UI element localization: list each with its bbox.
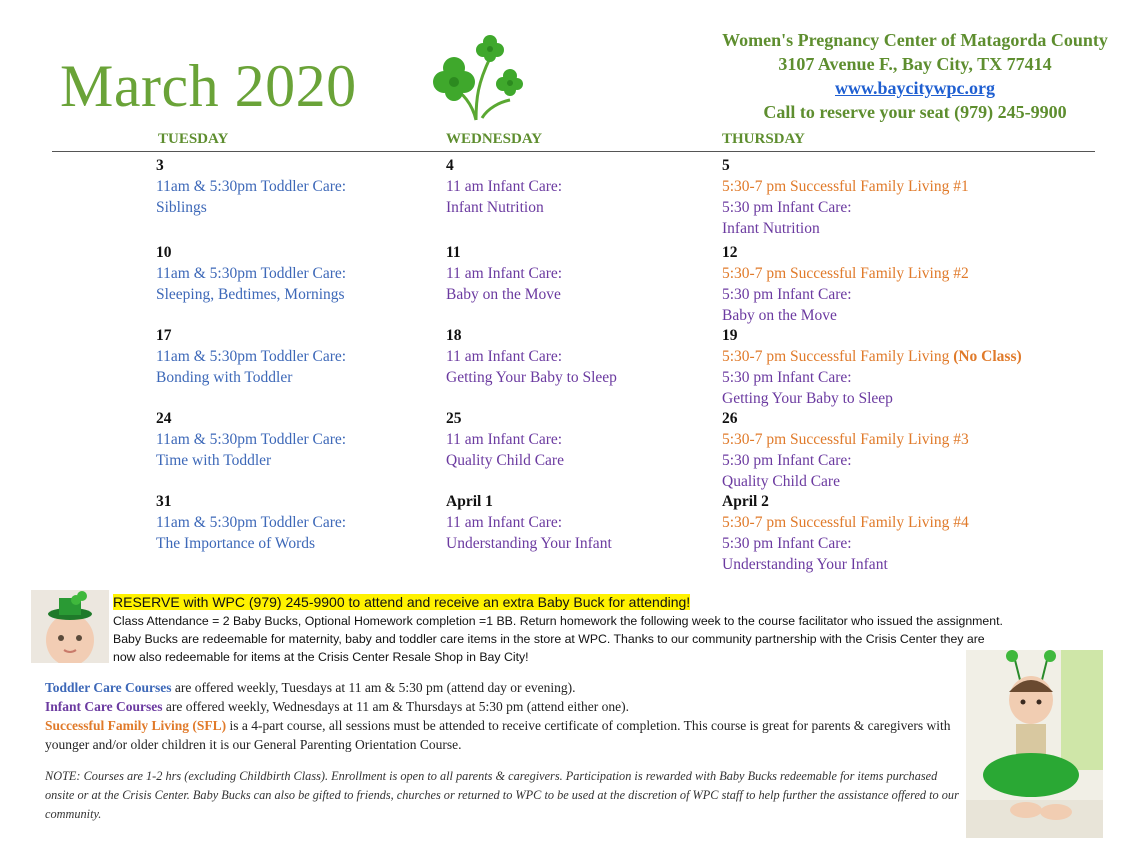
sfl-course-text: is a 4-part course, all sessions must be attended to receive certificate of completion. This course is great for parents & caregivers with younger and/or older children it is our General Parenting Orientation Course.: [45, 718, 951, 752]
session-topic: Getting Your Baby to Sleep: [446, 369, 617, 386]
infant-course-text: are offered weekly, Wednesdays at 11 am & Thursdays at 5:30 pm (attend either one).: [162, 699, 630, 714]
infant-course-name: Infant Care Courses: [45, 699, 163, 714]
notice-line: Class Attendance = 2 Baby Bucks, Optional Homework completion =1 BB. Return homework the following week to the course facilitator who issued the assignment.: [113, 614, 1003, 628]
day-header-wednesday: WEDNESDAY: [446, 131, 543, 147]
day-number: 5: [722, 157, 730, 174]
session-time: 5:30 pm Infant Care:: [722, 369, 852, 386]
session-topic: Understanding Your Infant: [722, 556, 888, 573]
day-number: 18: [446, 327, 462, 344]
session-topic: Getting Your Baby to Sleep: [722, 390, 893, 407]
day-number: 24: [156, 410, 172, 427]
session-topic: The Importance of Words: [156, 535, 316, 552]
calendar-cell-wed: [446, 491, 612, 554]
day-number: 31: [156, 493, 172, 510]
session-time: 11am & 5:30pm Toddler Care:: [156, 514, 347, 531]
calendar-cell-tue: [156, 155, 346, 218]
toddler-course-line: [45, 678, 965, 697]
session-time: 11 am Infant Care:: [446, 265, 563, 282]
sfl-course-name: Successful Family Living (SFL): [45, 718, 227, 733]
session-time: 11am & 5:30pm Toddler Care:: [156, 265, 347, 282]
session-topic: Infant Nutrition: [722, 220, 820, 237]
calendar-cell-wed: [446, 242, 562, 305]
org-address: 3107 Avenue F., Bay City, TX 77414: [778, 54, 1052, 74]
day-number: 26: [722, 410, 738, 427]
day-number: April 2: [722, 493, 769, 510]
reserve-notice: [113, 593, 1073, 666]
session-time: 11 am Infant Care:: [446, 514, 563, 531]
calendar-cell-tue: [156, 242, 346, 305]
session-time: 11 am Infant Care:: [446, 178, 563, 195]
shamrock-clover-icon: [432, 28, 524, 124]
day-number: 19: [722, 327, 738, 344]
session-topic: Baby on the Move: [722, 307, 837, 324]
notice-line: now also redeemable for items at the Crisis Center Resale Shop in Bay City!: [113, 650, 529, 664]
session-topic: Sleeping, Bedtimes, Mornings: [156, 286, 345, 303]
sfl-session: [722, 263, 969, 284]
day-number: 12: [722, 244, 738, 261]
session-time: 11am & 5:30pm Toddler Care:: [156, 348, 347, 365]
session-topic: Baby on the Move: [446, 286, 561, 303]
session-time: 5:30 pm Infant Care:: [722, 535, 852, 552]
session-time: 5:30 pm Infant Care:: [722, 452, 852, 469]
sfl-session: [722, 176, 969, 197]
session-time: 5:30 pm Infant Care:: [722, 199, 852, 216]
toddler-course-text: are offered weekly, Tuesdays at 11 am & 5:30 pm (attend day or evening).: [171, 680, 576, 695]
org-phone: Call to reserve your seat (979) 245-9900: [763, 102, 1067, 122]
calendar-cell-thu: [722, 242, 969, 326]
org-website-link[interactable]: www.baycitywpc.org: [835, 78, 995, 98]
sfl-session-text: 5:30-7 pm Successful Family Living #2: [722, 265, 969, 282]
session-topic: Time with Toddler: [156, 452, 272, 469]
calendar-cell-tue: [156, 408, 346, 471]
calendar-cell-wed: [446, 408, 564, 471]
session-topic: Quality Child Care: [446, 452, 564, 469]
page-title: March 2020: [60, 53, 357, 119]
sfl-session-text: 5:30-7 pm Successful Family Living #4: [722, 514, 969, 531]
day-header-thursday: THURSDAY: [722, 131, 805, 147]
calendar-cell-wed: [446, 155, 562, 218]
session-topic: Bonding with Toddler: [156, 369, 293, 386]
day-number: 3: [156, 157, 164, 174]
header-divider: [52, 151, 1095, 152]
session-time: 11 am Infant Care:: [446, 431, 563, 448]
calendar-cell-thu: [722, 408, 969, 492]
baby-shamrock-hat-photo: [31, 590, 109, 663]
session-topic: Siblings: [156, 199, 207, 216]
sfl-session-text: 5:30-7 pm Successful Family Living #3: [722, 431, 969, 448]
infant-course-line: [45, 697, 965, 716]
calendar-cell-tue: [156, 491, 346, 554]
sfl-course-line: [45, 716, 965, 754]
session-topic: Infant Nutrition: [446, 199, 544, 216]
footer-note: NOTE: Courses are 1-2 hrs (excluding Childbirth Class). Enrollment is open to all parents & caregivers. Participation is rewarded with Baby Bucks redeemable for items purchased onsite or at the Crisis Center. Baby Bucks can also be gifted to friends, churches or returned to WPC to be used at the discretion of WPC staff to help further the assistance offered to our community.: [45, 769, 959, 821]
no-class-label: (No Class): [953, 348, 1022, 365]
org-name: Women's Pregnancy Center of Matagorda County: [722, 30, 1108, 50]
reserve-highlight: RESERVE with WPC (979) 245-9900 to attend and receive an extra Baby Buck for attending!: [113, 594, 691, 610]
calendar-cell-thu: [722, 155, 969, 239]
day-number: April 1: [446, 493, 493, 510]
day-number: 10: [156, 244, 172, 261]
session-time: 5:30 pm Infant Care:: [722, 286, 852, 303]
notice-line: Baby Bucks are redeemable for maternity, baby and toddler care items in the store at WPC. Thanks to our community partnership with the Crisis Center they are: [113, 632, 985, 646]
session-time: 11am & 5:30pm Toddler Care:: [156, 431, 347, 448]
calendar-cell-thu: [722, 491, 969, 575]
sfl-session-text: 5:30-7 pm Successful Family Living: [722, 348, 954, 365]
sfl-session: [722, 429, 969, 450]
sfl-session: [722, 512, 969, 533]
girl-shamrock-headband-photo: [966, 650, 1103, 838]
organization-info: [700, 28, 1127, 124]
day-number: 25: [446, 410, 462, 427]
session-topic: Quality Child Care: [722, 473, 840, 490]
sfl-session-text: 5:30-7 pm Successful Family Living #1: [722, 178, 969, 195]
calendar-cell-thu: [722, 325, 1022, 409]
session-time: 11am & 5:30pm Toddler Care:: [156, 178, 347, 195]
sfl-session: [722, 346, 1022, 367]
day-number: 17: [156, 327, 172, 344]
session-topic: Understanding Your Infant: [446, 535, 612, 552]
calendar-cell-tue: [156, 325, 346, 388]
day-number: 4: [446, 157, 454, 174]
session-time: 11 am Infant Care:: [446, 348, 563, 365]
courses-description: [45, 678, 965, 754]
day-header-tuesday: TUESDAY: [158, 131, 229, 147]
day-number: 11: [446, 244, 461, 261]
toddler-course-name: Toddler Care Courses: [45, 680, 172, 695]
calendar-cell-wed: [446, 325, 617, 388]
